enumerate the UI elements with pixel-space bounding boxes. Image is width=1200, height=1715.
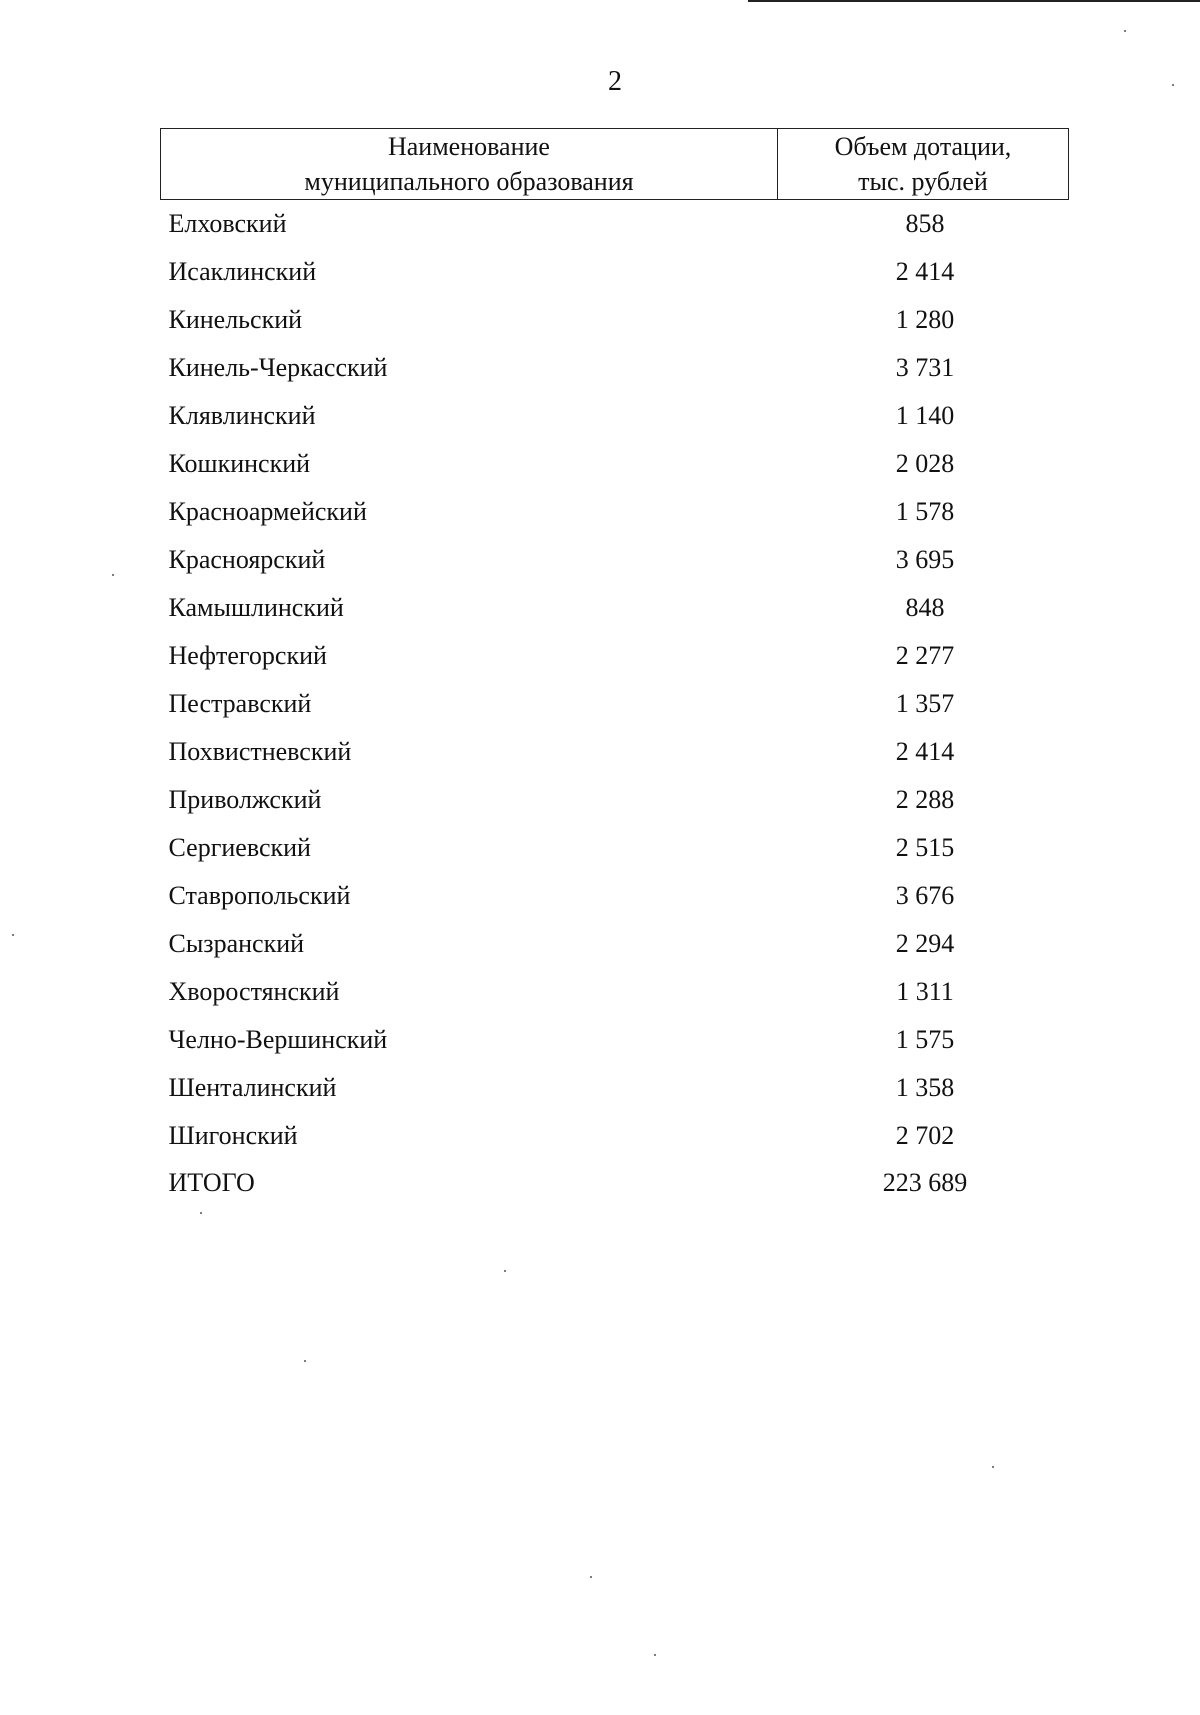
table-body: [161, 200, 1069, 1207]
header-name-line-1: Наименование: [387, 132, 550, 161]
row-value: 1 140: [895, 401, 955, 430]
table-row: [161, 1112, 1069, 1160]
row-value: 1 311: [896, 977, 954, 1006]
table-row: [161, 248, 1069, 296]
table-row: [161, 344, 1069, 392]
row-name: Похвистневский: [168, 737, 352, 766]
scan-speck: [1124, 30, 1126, 32]
table-row: [161, 392, 1069, 440]
row-name: Приволжский: [168, 785, 322, 814]
total-value: 223 689: [882, 1168, 968, 1197]
table-row: [161, 728, 1069, 776]
row-value: 1 357: [895, 689, 955, 718]
table-row: [161, 296, 1069, 344]
table-row: [161, 824, 1069, 872]
scan-speck: [992, 1466, 994, 1468]
scan-speck: [590, 1576, 592, 1578]
row-value: 2 277: [895, 641, 955, 670]
header-row: [161, 129, 1069, 200]
scan-speck: [12, 934, 14, 936]
table-row: [161, 440, 1069, 488]
row-name: Камышлинский: [168, 593, 344, 622]
row-value: 1 575: [895, 1025, 955, 1054]
table-row: [161, 920, 1069, 968]
table-row: [161, 1064, 1069, 1112]
scan-speck: [654, 1654, 656, 1656]
scan-speck: [112, 574, 114, 576]
row-value: 848: [905, 593, 945, 622]
row-name: Красноярский: [168, 545, 326, 574]
row-name: Кошкинский: [168, 449, 311, 478]
table-row: [161, 488, 1069, 536]
row-value: 3 676: [895, 881, 955, 910]
scan-speck: [1172, 84, 1174, 86]
row-value: 3 731: [895, 353, 955, 382]
row-value: 858: [905, 209, 945, 238]
table-row: [161, 968, 1069, 1016]
table-row: [161, 872, 1069, 920]
row-name: Пестравский: [168, 689, 312, 718]
table-row: [161, 200, 1069, 249]
row-name: Шенталинский: [168, 1073, 337, 1102]
row-name: Хворостянский: [168, 977, 340, 1006]
subsidy-table: [160, 128, 1069, 1206]
row-value: 2 028: [895, 449, 955, 478]
row-name: Красноармейский: [168, 497, 367, 526]
header-subsidy-amount: [777, 129, 1068, 200]
row-name: Кинель-Черкасский: [168, 353, 388, 382]
row-value: 3 695: [895, 545, 955, 574]
header-name-line-2: муниципального образования: [304, 167, 634, 196]
header-municipality-name: [161, 129, 778, 200]
row-value: 2 702: [895, 1121, 955, 1150]
header-value-line-1: Объем дотации,: [834, 132, 1012, 161]
row-name: Нефтегорский: [168, 641, 327, 670]
total-label: ИТОГО: [168, 1168, 255, 1197]
scan-speck: [200, 1212, 202, 1214]
table-row: [161, 632, 1069, 680]
scan-speck: [504, 1270, 506, 1272]
table-row: [161, 776, 1069, 824]
top-border-line: [748, 0, 1200, 2]
table-header: [161, 129, 1069, 200]
row-value: 2 294: [895, 929, 955, 958]
row-value: 2 515: [895, 833, 955, 862]
row-value: 2 288: [895, 785, 955, 814]
page-number: 2: [608, 66, 622, 97]
table-row: [161, 584, 1069, 632]
row-name: Ставропольский: [168, 881, 351, 910]
table-row: [161, 680, 1069, 728]
row-value: 1 578: [895, 497, 955, 526]
row-name: Елховский: [168, 209, 287, 238]
row-name: Челно-Вершинский: [168, 1025, 388, 1054]
row-name: Кинельский: [168, 305, 303, 334]
header-value-line-2: тыс. рублей: [858, 167, 988, 196]
total-row: [161, 1160, 1069, 1206]
row-value: 1 358: [895, 1073, 955, 1102]
row-value: 2 414: [895, 257, 955, 286]
row-name: Сызранский: [168, 929, 305, 958]
row-value: 2 414: [895, 737, 955, 766]
row-name: Шигонский: [168, 1121, 298, 1150]
row-name: Сергиевский: [168, 833, 311, 862]
table-row: [161, 536, 1069, 584]
row-value: 1 280: [895, 305, 955, 334]
row-name: Исаклинский: [168, 257, 317, 286]
table-row: [161, 1016, 1069, 1064]
row-name: Клявлинский: [168, 401, 316, 430]
scan-speck: [304, 1360, 306, 1362]
